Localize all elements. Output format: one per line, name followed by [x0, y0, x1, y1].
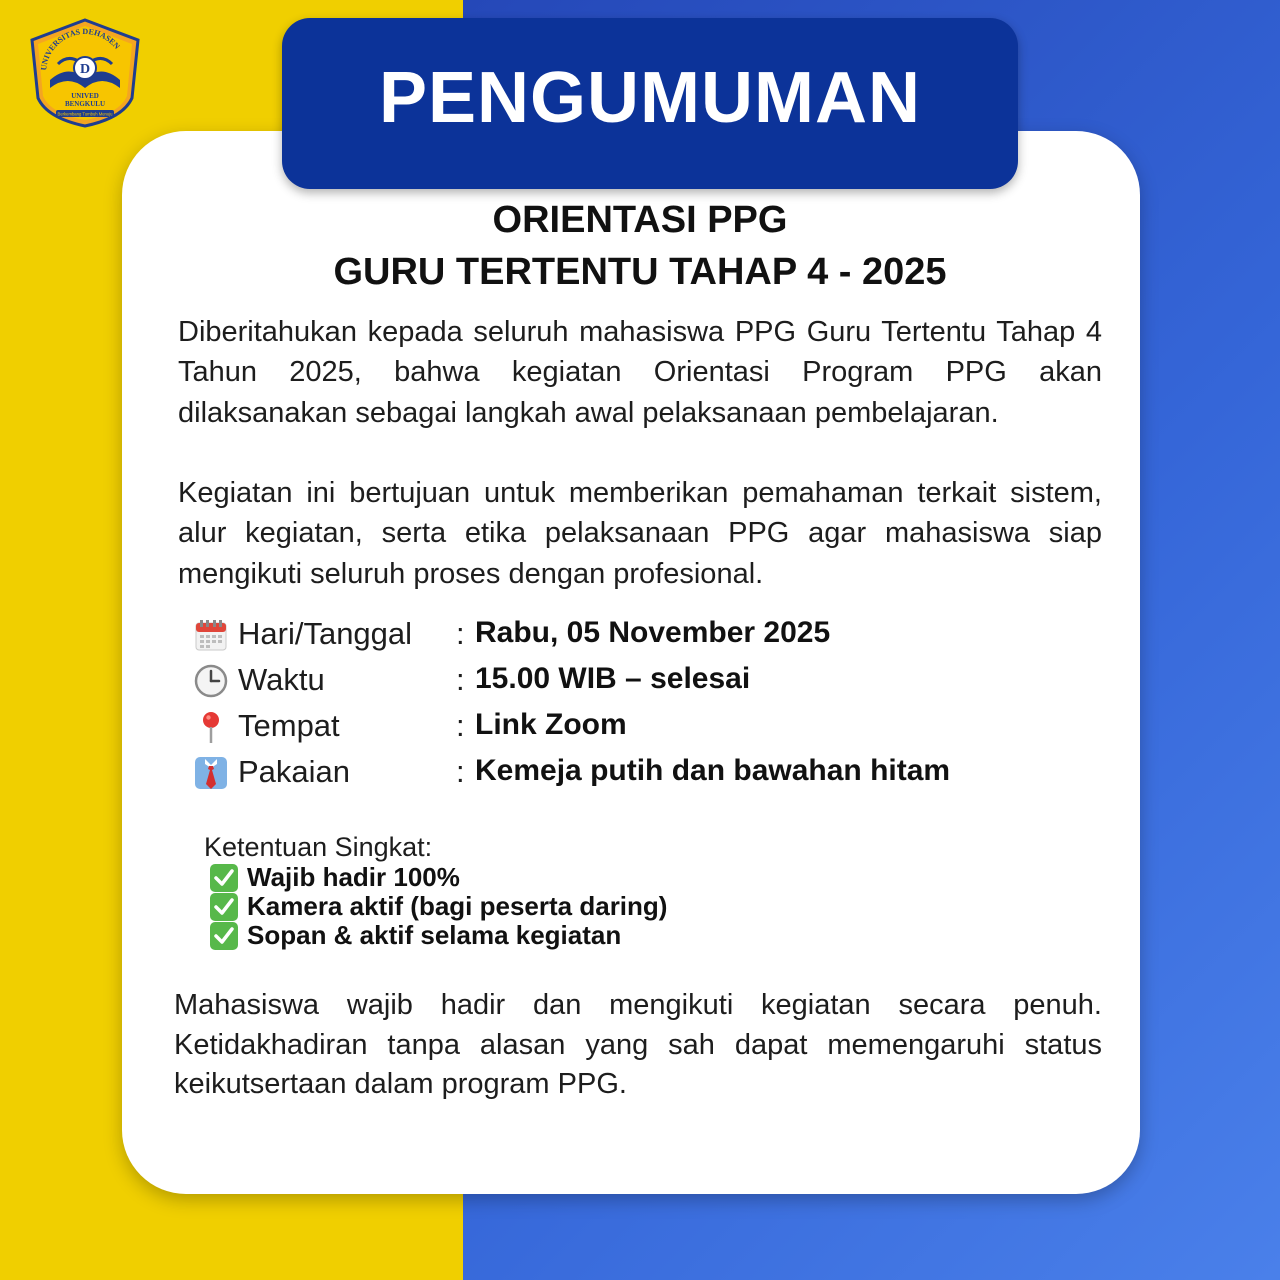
detail-colon: : [456, 662, 465, 697]
rule-item [210, 921, 910, 949]
detail-colon: : [456, 616, 465, 651]
heading-line1: ORIENTASI PPG [492, 199, 788, 241]
logo-arc-text: UNIVERSITAS DEHASEN [39, 26, 122, 71]
logo-letter: D [79, 62, 91, 77]
detail-label-place: Tempat [238, 708, 340, 743]
logo-name-line2: BENGKULU [64, 100, 106, 108]
checkmark-icon [210, 922, 238, 950]
closing-paragraph: Mahasiswa wajib hadir dan mengikuti kegiatan secara penuh. Ketidakhadiran tanpa alasan yang sah dapat memengaruhi status keikutsertaan dalam program PPG. [174, 989, 1102, 1101]
rule-text: Sopan & aktif selama kegiatan [247, 920, 622, 950]
rule-item [210, 863, 910, 891]
heading-line2: GURU TERTENTU TAHAP 4 - 2025 [333, 251, 947, 293]
detail-row-time [194, 660, 1094, 706]
detail-value-attire: Kemeja putih dan bawahan hitam [475, 754, 951, 787]
detail-value-date: Rabu, 05 November 2025 [475, 616, 831, 649]
detail-colon: : [456, 754, 465, 789]
detail-label-date: Hari/Tanggal [238, 616, 413, 651]
detail-row-attire [194, 752, 1094, 798]
detail-colon: : [456, 708, 465, 743]
university-logo [28, 18, 142, 128]
necktie-icon [194, 756, 228, 790]
logo-motto: Berkembang Tumbuh Menuju [57, 111, 113, 117]
detail-value-time: 15.00 WIB – selesai [475, 662, 751, 695]
announcement-banner [282, 18, 1018, 189]
rule-item [210, 892, 910, 920]
detail-label-time: Waktu [238, 662, 325, 697]
checkmark-icon [210, 864, 238, 892]
pin-icon [194, 710, 228, 744]
detail-label-attire: Pakaian [238, 754, 351, 789]
intro-paragraph-2: Kegiatan ini bertujuan untuk memberikan pemahaman terkait sistem, alur kegiatan, serta etika pelaksanaan PPG agar mahasiswa siap mengikuti seluruh proses dengan profesional. [178, 477, 1102, 590]
rule-text: Kamera aktif (bagi peserta daring) [247, 891, 668, 921]
detail-value-place: Link Zoom [475, 708, 627, 741]
intro-paragraph-1: Diberitahukan kepada seluruh mahasiswa PPG Guru Tertentu Tahap 4 Tahun 2025, bahwa kegiatan Orientasi Program PPG akan dilaksanakan sebagai langkah awal pelaksanaan pembelajaran. [178, 316, 1102, 429]
detail-row-date [194, 614, 1094, 660]
checkmark-icon [210, 893, 238, 921]
rule-text: Wajib hadir 100% [247, 862, 460, 892]
calendar-icon [194, 618, 228, 652]
clock-icon [194, 664, 228, 698]
rules-heading: Ketentuan Singkat: [204, 832, 433, 862]
banner-title: PENGUMUMAN [379, 57, 921, 138]
logo-name-line1: UNIVED [71, 92, 99, 100]
detail-row-place [194, 706, 1094, 752]
